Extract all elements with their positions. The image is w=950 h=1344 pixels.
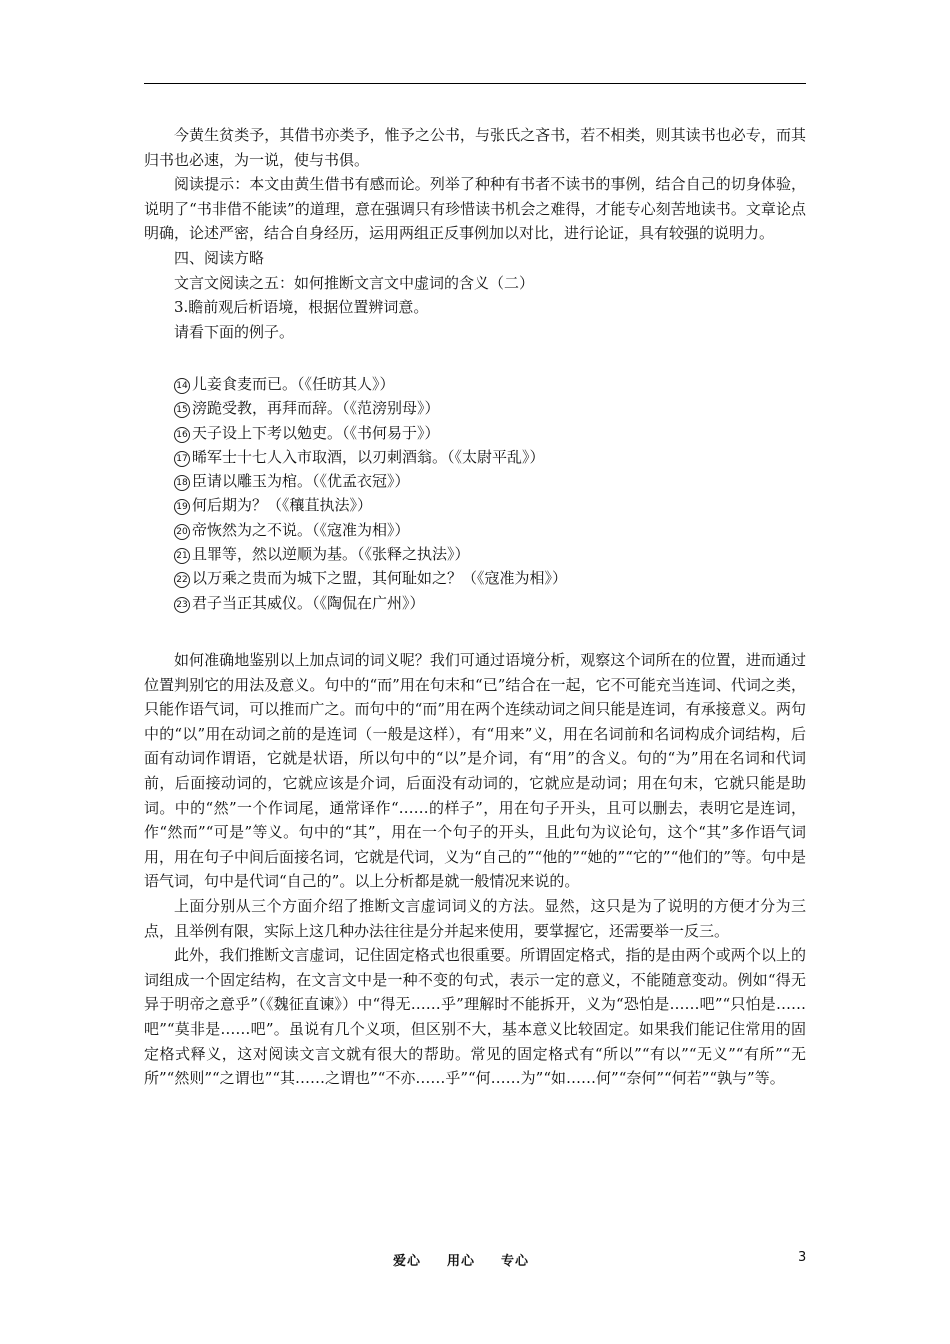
example-text: 且罪等，然以逆顺为基。（《张释之执法》） (192, 545, 470, 564)
example-text: 以万乘之贵而为城下之盟，其何耻如之？（《寇准为相》） (192, 569, 568, 588)
example-number: 19 (174, 499, 190, 515)
example-text: 儿妾食麦而已。（《任昉其人》） (192, 375, 395, 393)
bottom-paragraphs (144, 648, 806, 1091)
example-text: 滂跪受教，再拜而辞。（《范滂别母》） (192, 399, 440, 418)
section-heading: 四、阅读方略 (174, 248, 265, 267)
example-number: 17 (174, 451, 190, 467)
example-number: 16 (174, 427, 190, 443)
fixed-format-paragraph: 此外，我们推断文言虚词，记住固定格式也很重要。所谓固定格式，指的是由两个或两个以上的词组成一个固定结构，在文言文中是一种不变的句式，表示一定的意义，不能随意变动。例如“得无异于明帝之意乎”（《魏征直谏》）中“得无……乎”理解时不能拆开，义为“恐怕是……吧”“只怕是……吧”“莫非是……吧”。虽说有几个义项，但区别不大，基本意义比较固定。如果我们能记住常用的固定格式释义，这对阅读文言文就有很大的帮助。常见的固定格式有“所以”“有以”“无义”“有所”“无所”“然则”“之谓也”“其……之谓也”“不亦……乎”“何……为”“如……何”“奈何”“何若”“孰与”等。 (144, 946, 806, 1088)
example-item (144, 518, 806, 542)
example-number: 18 (174, 475, 190, 491)
intro-line: 请看下面的例子。 (174, 322, 295, 341)
example-number: 21 (174, 548, 190, 564)
example-number: 23 (174, 597, 190, 613)
example-item (144, 396, 806, 420)
slogan-word: 爱心 (393, 1254, 422, 1269)
method-title: 3.瞻前观后析语境，根据位置辨词意。 (174, 298, 429, 317)
subheading: 文言文阅读之五：如何推断文言文中虚词的含义（二） (174, 273, 535, 292)
paragraph: 今黄生贫类予，其借书亦类予，惟予之公书，与张氏之吝书，若不相类，则其读书也必专，而其归书也必速，为一说，使与书俱。 (144, 126, 806, 169)
example-number: 22 (174, 572, 190, 588)
example-text: 晞军士十七人入市取酒，以刃刺酒翁。（《太尉平乱》） (192, 447, 545, 466)
example-number: 20 (174, 524, 190, 540)
top-paragraphs (144, 123, 806, 344)
example-text: 臣请以雕玉为棺。（《优孟衣冠》） (192, 472, 410, 491)
example-number: 15 (174, 402, 190, 418)
example-text: 君子当正其威仪。（《陶侃在广州》） (192, 593, 425, 612)
summary-paragraph: 上面分别从三个方面介绍了推断文言虚词词义的方法。显然，这只是为了说明的方便才分为三点，且举例有限，实际上这几种办法往往是分并起来使用，要掌握它，还需要举一反三。 (144, 896, 806, 940)
reading-tip-paragraph: 阅读提示：本文由黄生借书有感而论。列举了种种有书者不读书的事例，结合自己的切身体验，说明了“书非借不能读”的道理，意在强调只有珍惜读书机会之难得，才能专心刻苦地读书。文章论点明确，论述严密，结合自身经历，运用两组正反事例加以对比，进行论证，具有较强的说明力。 (144, 175, 806, 243)
examples-list (144, 372, 806, 615)
example-item (144, 469, 806, 493)
page-number: 3 (798, 1250, 807, 1265)
example-number: 14 (174, 378, 190, 394)
example-text: 天子设上下考以勉吏。（《书何易于》） (192, 423, 440, 442)
example-item (144, 445, 806, 469)
example-text: 帝恢然为之不说。（《寇准为相》） (192, 520, 410, 539)
example-item (144, 372, 806, 396)
example-item (144, 566, 806, 590)
example-item (144, 421, 806, 445)
footer-slogan (393, 1250, 555, 1269)
example-item (144, 591, 806, 615)
example-text: 何后期为？（《穰苴执法》） (192, 496, 373, 515)
slogan-word: 用心 (447, 1254, 476, 1269)
header-rule (144, 83, 806, 84)
example-item (144, 493, 806, 517)
analysis-paragraph: 如何准确地鉴别以上加点词的词义呢？我们可通过语境分析，观察这个词所在的位置，进而通过位置判别它的用法及意义。句中的“而”用在句末和“已”结合在一起，它不可能充当连词、代词之类，只能作语气词，可以推而广之。而句中的“而”用在两个连续动词之间只能是连词，有承接意义。两句中的“以”用在动词之前的是连词（一般是这样），有“用来”义，用在名词前和名词构成介词结构，后面有动词作谓语，它就是状语，所以句中的“以”是介词，有“用”的含义。句的“为”用在名词和代词前，后面接动词的，它就应该是介词，后面没有动词的，它就应是动词；用在句末，它就只能是助词。中的“然”一个作词尾，通常译作“……的样子”，用在句子开头，且可以删去，表明它是连词，作“然而”“可是”等义。句中的“其”，用在一个句子的开头，且此句为议论句，这个“其”多作语气词用，用在句子中间后面接名词，它就是代词，义为“自己的”“他的”“她的”“它的”“他们的”等。句中是语气词，句中是代词“自己的”。以上分析都是就一般情况来说的。 (144, 651, 806, 891)
example-item (144, 542, 806, 566)
page-footer (0, 1250, 950, 1268)
slogan-word: 专心 (501, 1254, 530, 1269)
